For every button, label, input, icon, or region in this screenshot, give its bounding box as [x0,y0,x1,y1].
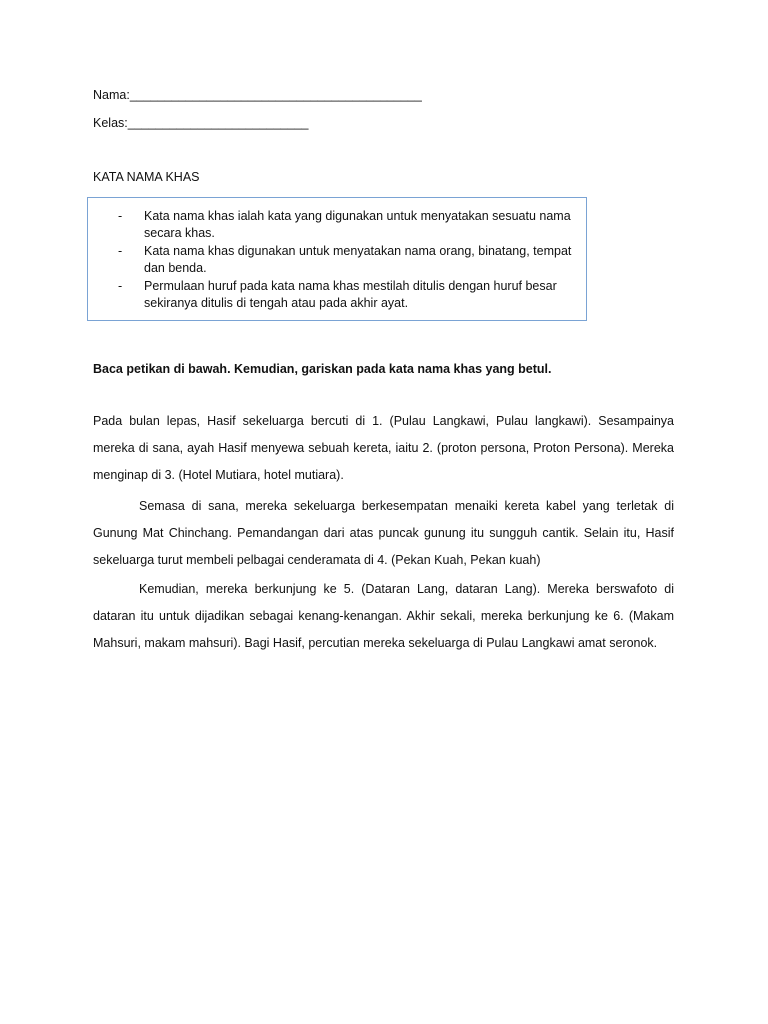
instruction-text: Baca petikan di bawah. Kemudian, gariskan pada kata nama khas yang betul. [93,362,552,376]
note-text: Kata nama khas ialah kata yang digunakan untuk menyatakan sesuatu nama secara khas. [144,209,571,240]
bullet-dash: - [118,279,123,293]
note-item [110,278,572,312]
bullet-dash: - [118,209,123,223]
kelas-field: Kelas:__________________________ [93,116,309,130]
passage-paragraph: Semasa di sana, mereka sekeluarga berkesempatan menaiki kereta kabel yang terletak di Gunung Mat Chinchang. Pemandangan dari atas puncak gunung itu sungguh cantik. Selain itu, Hasif sekeluarga turut membeli pelbagai cenderamata di 4. (Pekan Kuah, Pekan kuah) [93,499,674,567]
bullet-dash: - [118,244,123,258]
passage-paragraph: Pada bulan lepas, Hasif sekeluarga bercuti di 1. (Pulau Langkawi, Pulau langkawi). Sesampainya mereka di sana, ayah Hasif menyewa sebuah kereta, iaitu 2. (proton persona, Proton Persona). Mereka menginap di 3. (Hotel Mutiara, hotel mutiara). [93,414,674,482]
passage-paragraph: Kemudian, mereka berkunjung ke 5. (Dataran Lang, dataran Lang). Mereka berswafoto di dataran itu untuk dijadikan sebagai kenang-kenangan. Akhir sekali, mereka berkunjung ke 6. (Makam Mahsuri, makam mahsuri). Bagi Hasif, percutian mereka sekeluarga di Pulau Langkawi amat seronok. [93,582,674,650]
note-text: Kata nama khas digunakan untuk menyatakan nama orang, binatang, tempat dan benda. [144,244,572,275]
note-item [110,208,572,242]
note-text: Permulaan huruf pada kata nama khas mestilah ditulis dengan huruf besar sekiranya ditulis di tengah atau pada akhir ayat. [144,279,557,310]
topic-title: KATA NAMA KHAS [93,170,200,184]
notes-box [87,197,587,321]
nama-field: Nama:__________________________________________ [93,88,422,102]
note-item [110,243,572,277]
